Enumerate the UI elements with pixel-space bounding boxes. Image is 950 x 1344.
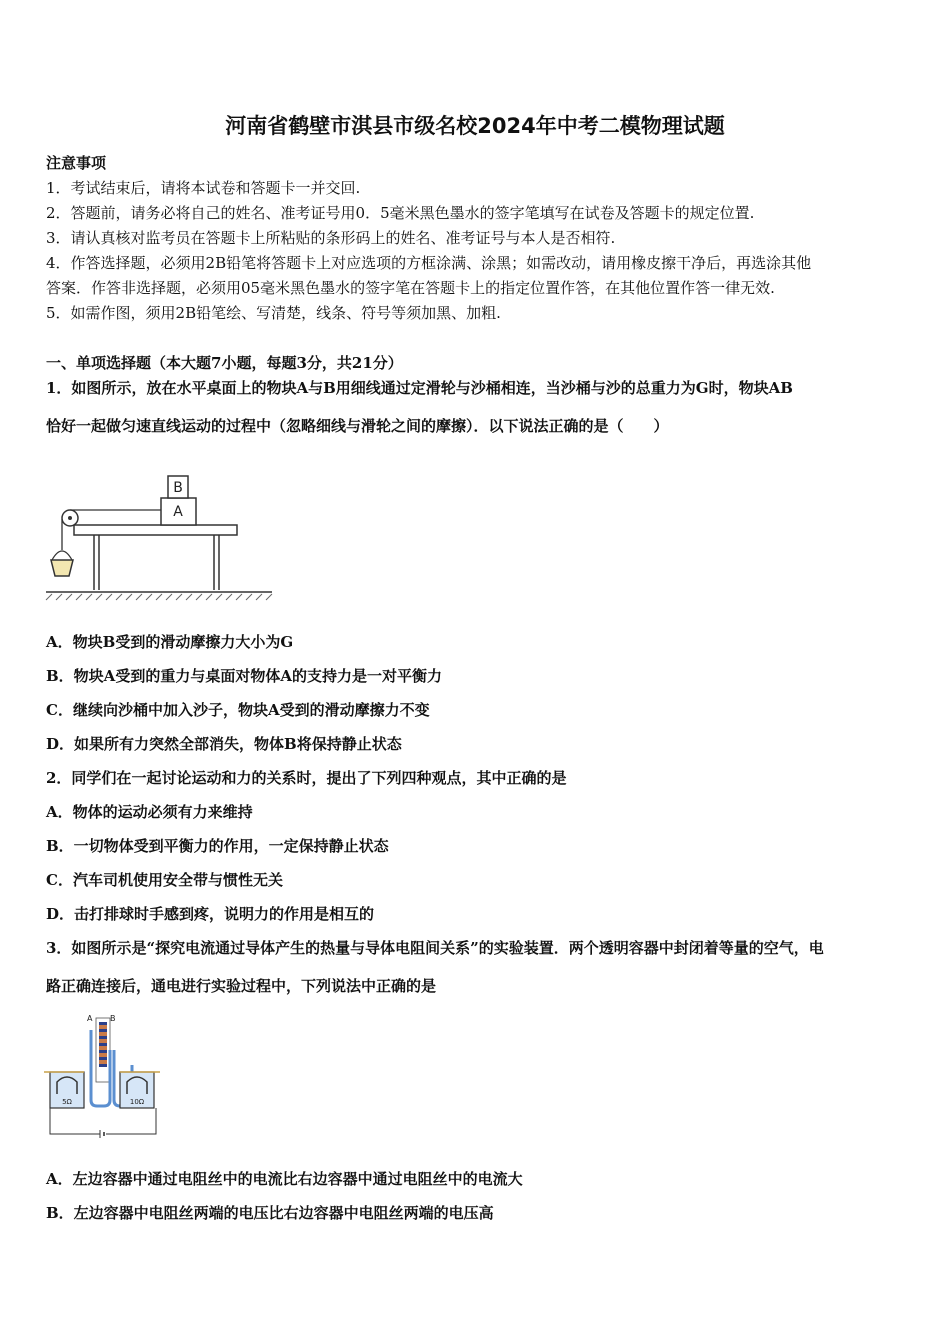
joule-heating-figure (44, 1010, 166, 1140)
notice-item: 1．考试结束后，请将本试卷和答题卡一并交回. (46, 179, 361, 197)
option-b: B．物块A受到的重力与桌面对物体A的支持力是一对平衡力 (46, 667, 442, 685)
option-d: D．如果所有力突然全部消失，物体B将保持静止状态 (46, 735, 402, 753)
option-c: C．汽车司机使用安全带与惯性无关 (46, 871, 283, 889)
notice-item: 答案．作答非选择题，必须用05毫米黑色墨水的签字笔在答题卡上的指定位置作答，在其他位置作答一律无效. (46, 279, 775, 297)
tube-b-label: B (110, 1014, 116, 1023)
section-heading: 一、单项选择题（本大题7小题，每题3分，共21分） (46, 354, 403, 372)
page-title: 河南省鹤壁市淇县市级名校2024年中考二模物理试题 (225, 114, 725, 138)
option-a: A．物体的运动必须有力来维持 (46, 803, 253, 821)
option-b: B．一切物体受到平衡力的作用，一定保持静止状态 (46, 837, 389, 855)
question-3-stem-line-1: 3．如图所示是“探究电流通过导体产生的热量与导体电阻间关系”的实验装置．两个透明容器中封闭着等量的空气，电 (46, 939, 824, 957)
block-b-label: B (173, 480, 183, 496)
question-2-stem: 2．同学们在一起讨论运动和力的关系时，提出了下列四种观点，其中正确的是 (46, 769, 567, 787)
notice-item: 3．请认真核对监考员在答题卡上所粘贴的条形码上的姓名、准考证号与本人是否相符. (46, 229, 616, 247)
question-3-stem-line-2: 路正确连接后，通电进行实验过程中，下列说法中正确的是 (46, 977, 437, 995)
notice-item: 2．答题前，请务必将自己的姓名、准考证号用0．5毫米黑色墨水的签字笔填写在试卷及答题卡的规定位置. (46, 204, 755, 222)
block-a-label: A (173, 504, 183, 520)
question-1-stem-line-1: 1．如图所示，放在水平桌面上的物块A与B用细线通过定滑轮与沙桶相连，当沙桶与沙的总重力为G时，物块AB (46, 379, 793, 397)
option-d: D．击打排球时手感到疼，说明力的作用是相互的 (46, 905, 375, 923)
option-a: A．物块B受到的滑动摩擦力大小为G (46, 633, 294, 651)
notice-heading: 注意事项 (46, 154, 107, 172)
option-c: C．继续向沙桶中加入沙子，物块A受到的滑动摩擦力不变 (46, 701, 430, 719)
notice-item: 5．如需作图，须用2B铅笔绘、写清楚，线条、符号等须加黑、加粗. (46, 304, 501, 322)
sand-bucket (51, 560, 73, 576)
circuit-wire (50, 1108, 156, 1134)
pulley-table-figure (44, 472, 276, 604)
resistor-left-label: 5Ω (62, 1098, 72, 1106)
option-b: B．左边容器中电阻丝两端的电压比右边容器中电阻丝两端的电压高 (46, 1204, 494, 1222)
notice-item: 4．作答选择题，必须用2B铅笔将答题卡上对应选项的方框涂满、涂黑；如需改动，请用橡皮擦干净后，再选涂其他 (46, 254, 812, 272)
option-a: A．左边容器中通过电阻丝中的电流比右边容器中通过电阻丝中的电流大 (46, 1170, 523, 1188)
question-1-stem-line-2: 恰好一起做匀速直线运动的过程中（忽略细线与滑轮之间的摩擦）．以下说法正确的是（ ） (46, 417, 669, 435)
tube-a-label: A (87, 1014, 93, 1023)
resistor-right-label: 10Ω (129, 1098, 145, 1106)
